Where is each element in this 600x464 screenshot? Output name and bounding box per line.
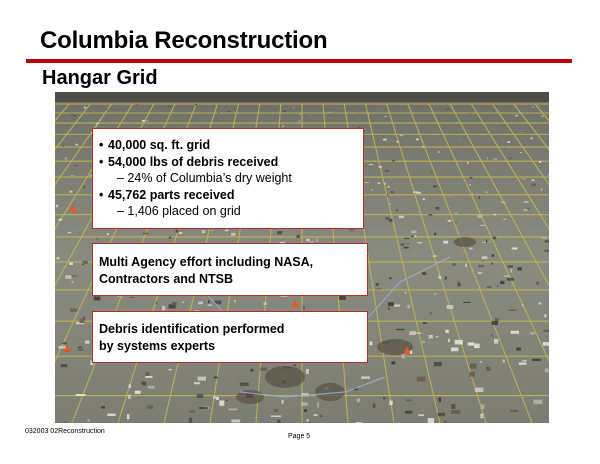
stat-dry-weight-percent: – 24% of Columbia’s dry weight [117, 171, 292, 185]
agency-effort-box [92, 243, 368, 296]
footer-page-number: Page 5 [288, 433, 311, 440]
stat-grid-size: • 40,000 sq. ft. grid [99, 138, 211, 152]
identification-line-1: Debris identification performed [99, 322, 285, 336]
identification-line-2: by systems experts [99, 338, 216, 353]
stat-parts-received: • 45,762 parts received [99, 187, 235, 202]
footer-doc-id: 032003 02Reconstruction [25, 428, 105, 435]
identification-box [92, 311, 368, 363]
slide-title: Columbia Reconstruction [40, 27, 328, 54]
title-divider [26, 59, 572, 63]
stat-debris-weight: • 54,000 lbs of debris received [99, 154, 279, 169]
agency-line-1: Multi Agency effort including NASA, [99, 255, 314, 269]
slide-subtitle: Hangar Grid [42, 67, 158, 89]
stats-box [92, 128, 364, 229]
agency-line-2: Contractors and NTSB [99, 271, 234, 286]
stat-parts-placed: – 1,406 placed on grid [117, 204, 241, 218]
